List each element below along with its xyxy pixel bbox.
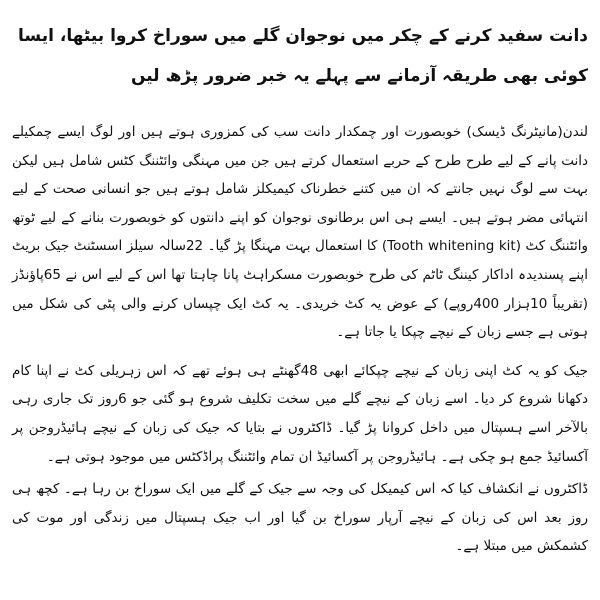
article-paragraph: لندن(مانیٹرنگ ڈیسک) خوبصورت اور چمکدار دانت سب کی کمزوری ہوتے ہیں اور لوگ ایسے چمکیلے دانت پانے کے لیے طرح طرح کے حربے استعمال کرتے ہیں جن میں مہنگی وائٹننگ کٹس شامل ہیں لیکن بہت سے لوگ نہیں جانتے کہ ان میں کتنے خطرناک کیمیکلز شامل ہوتے ہیں جو انسانی صحت کے لیے انتہائی مضر ہوتے ہیں۔ ایسے ہی اس برطانوی نوجوان کو اپنے دانتوں کو خوبصورت بنانے کے لیے ٹوتھ وائٹننگ کٹ (Tooth whitening kit) کا استعمال بہت مہنگا پڑ گیا۔ 22سالہ سیلز اسسٹنٹ جیک بریٹ اپنے پسندیدہ اداکار کیننگ ٹاٹم کی طرح خوبصورت مسکراہٹ پانا چاہتا تھا اس کے لیے اس نے 65پاؤنڈز (تقریباً 10ہزار 400روپے) کے عوض یہ کٹ خریدی۔ یہ کٹ ایک چپساں کرنے والی پٹی کی شکل میں ہوتی ہے جسے زبان کے نیچے چپکا یا جاتا ہے۔ (12, 124, 588, 341)
article-paragraph: ڈاکٹروں نے انکشاف کیا کہ اس کیمیکل کی وجہ سے جیک کے گلے میں ایک سوراخ بن رہا ہے۔ کچھ ہی روز بعد اس کی زبان کے نیچے آرپار سوراخ بن گیا اور اب جیک ہسپتال میں زندگی اور موت کی کشمکش میں مبتلا ہے۔ (12, 481, 588, 555)
article-paragraph: جیک کو یہ کٹ اپنی زبان کے نیچے چپکائے ابھی 48گھنٹے ہی ہوئے تھے کہ اس زہریلی کٹ نے اپنا کام دکھانا شروع کر دیا۔ اسے زبان کے نیچے گلے میں سخت تکلیف شروع ہو گئی جو 6روز تک جاری رہی بالآخر اسے ہسپتال میں داخل کروانا پڑ گیا۔ ڈاکٹروں نے بتایا کہ جیک کی زبان کے نیچے ہائیڈروجن پر آکسائیڈ جمع ہو چکی ہے۔ ہائیڈروجن پر آکسائیڈ ان تمام وائٹننگ پراڈکٹس میں موجود ہوتی ہے۔ (12, 362, 588, 465)
article-headline: دانت سفید کرنے کے چکر میں نوجوان گلے میں سوراخ کروا بیٹھا، ایسا کوئی بھی طریقہ آزمانے سے پہلے یہ خبر ضرور پڑھ لیں (18, 26, 588, 86)
